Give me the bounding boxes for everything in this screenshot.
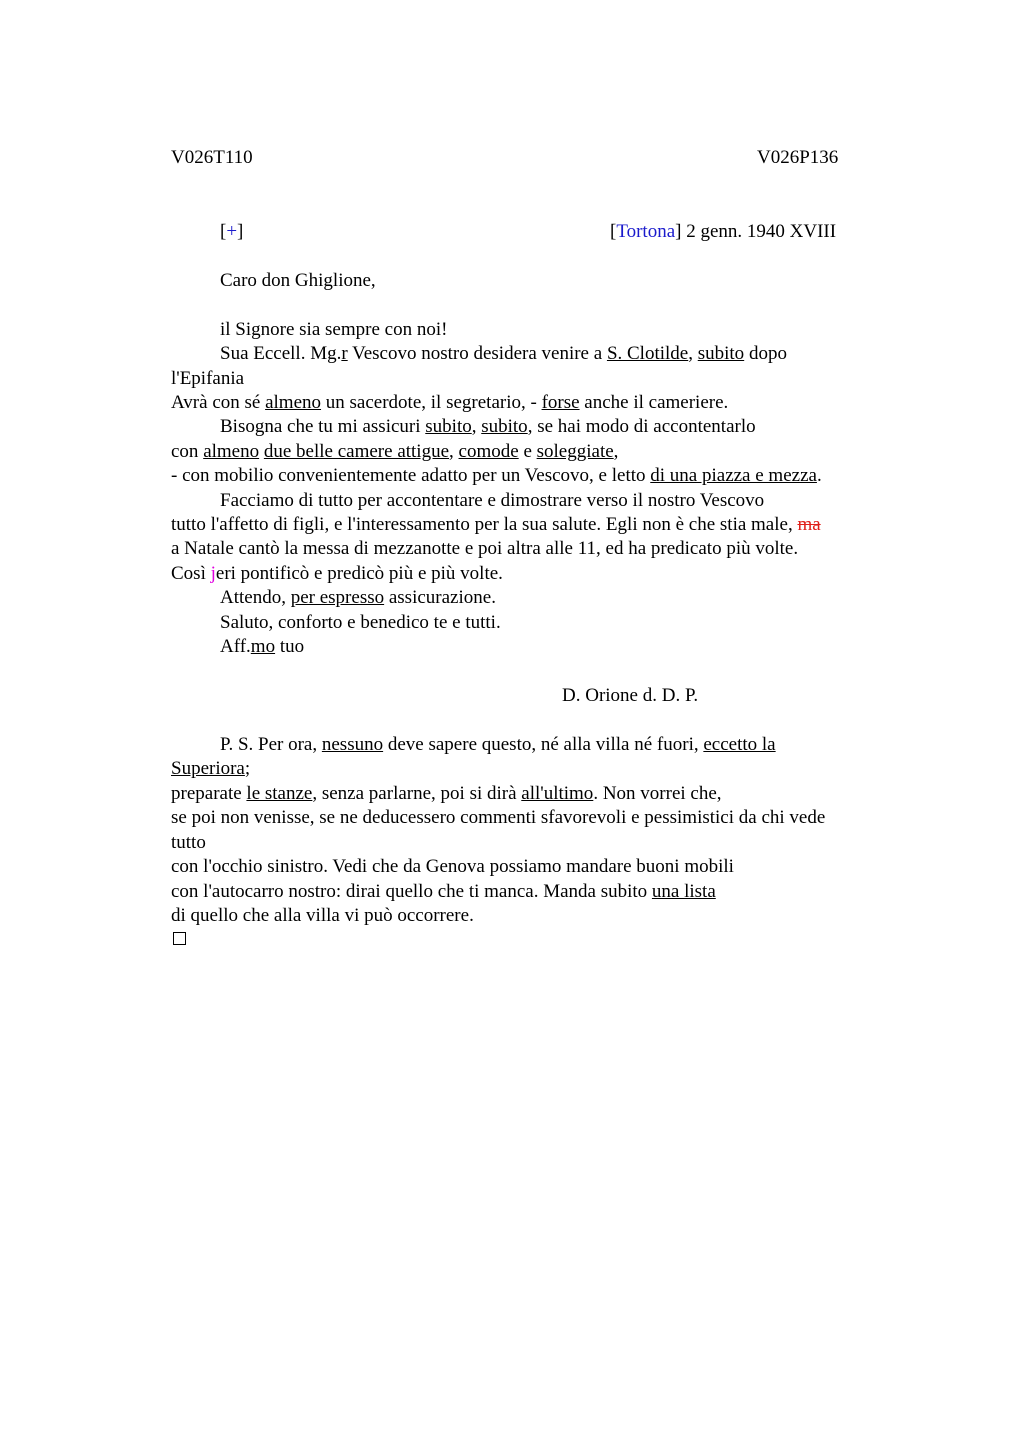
closing: Aff.mo tuo: [220, 636, 305, 657]
postscript-line: con l'occhio sinistro. Vedi che da Genova possiamo mandare buoni mobili: [171, 856, 734, 877]
body-line: tutto l'affetto di figli, e l'interessamento per la sua salute. Egli non è che stia male, ma: [171, 514, 821, 535]
body-line: Attendo, per espresso assicurazione.: [220, 587, 496, 608]
body-line: Saluto, conforto e benedico te e tutti.: [220, 612, 501, 633]
deleted-word: ma: [797, 514, 821, 535]
postscript-line: tutto: [171, 832, 206, 853]
postscript-line: con l'autocarro nostro: dirai quello che ti manca. Manda subito una lista: [171, 881, 716, 902]
body-line: - con mobilio convenientemente adatto per un Vescovo, e letto di una piazza e mezza.: [171, 465, 822, 486]
signature: D. Orione d. D. P.: [562, 685, 699, 706]
body-line: Avrà con sé almeno un sacerdote, il segretario, - forse anche il cameriere.: [171, 392, 729, 413]
body-line: l'Epifania: [171, 368, 245, 389]
salutation: Caro don Ghiglione,: [220, 270, 376, 291]
body-line: con almeno due belle camere attigue, comode e soleggiate,: [171, 441, 619, 462]
postscript-line: preparate le stanze, senza parlarne, poi si dirà all'ultimo. Non vorrei che,: [171, 783, 722, 804]
place-date: [Tortona] 2 genn. 1940 XVIII: [610, 221, 837, 242]
document-code-left: V026T110: [171, 147, 253, 168]
cross-link[interactable]: +: [226, 221, 238, 242]
postscript-line: di quello che alla villa vi può occorrere.: [171, 905, 474, 926]
end-box-icon: [173, 932, 186, 945]
body-line: Così jeri pontificò e predicò più e più volte.: [171, 563, 503, 584]
postscript-line: se poi non venisse, se ne deducessero commenti sfavorevoli e pessimistici da chi vede: [171, 807, 826, 828]
place-link[interactable]: Tortona: [616, 221, 676, 242]
body-line: Facciamo di tutto per accontentare e dimostrare verso il nostro Vescovo: [220, 490, 765, 511]
body-line: Bisogna che tu mi assicuri subito, subito, se hai modo di accontentarlo: [220, 416, 756, 437]
body-line: il Signore sia sempre con noi!: [220, 319, 448, 340]
postscript-line: P. S. Per ora, nessuno deve sapere questo, né alla villa né fuori, eccetto la: [220, 734, 776, 755]
postscript-line: Superiora;: [171, 758, 251, 779]
body-line: a Natale cantò la messa di mezzanotte e poi altra alle 11, ed ha predicato più volte.: [171, 538, 799, 559]
cross-mark: [+]: [220, 221, 244, 242]
body-line: Sua Eccell. Mg.r Vescovo nostro desidera venire a S. Clotilde, subito dopo: [220, 343, 787, 364]
document-code-right: V026P136: [757, 147, 839, 168]
inserted-letter: j: [210, 563, 216, 584]
